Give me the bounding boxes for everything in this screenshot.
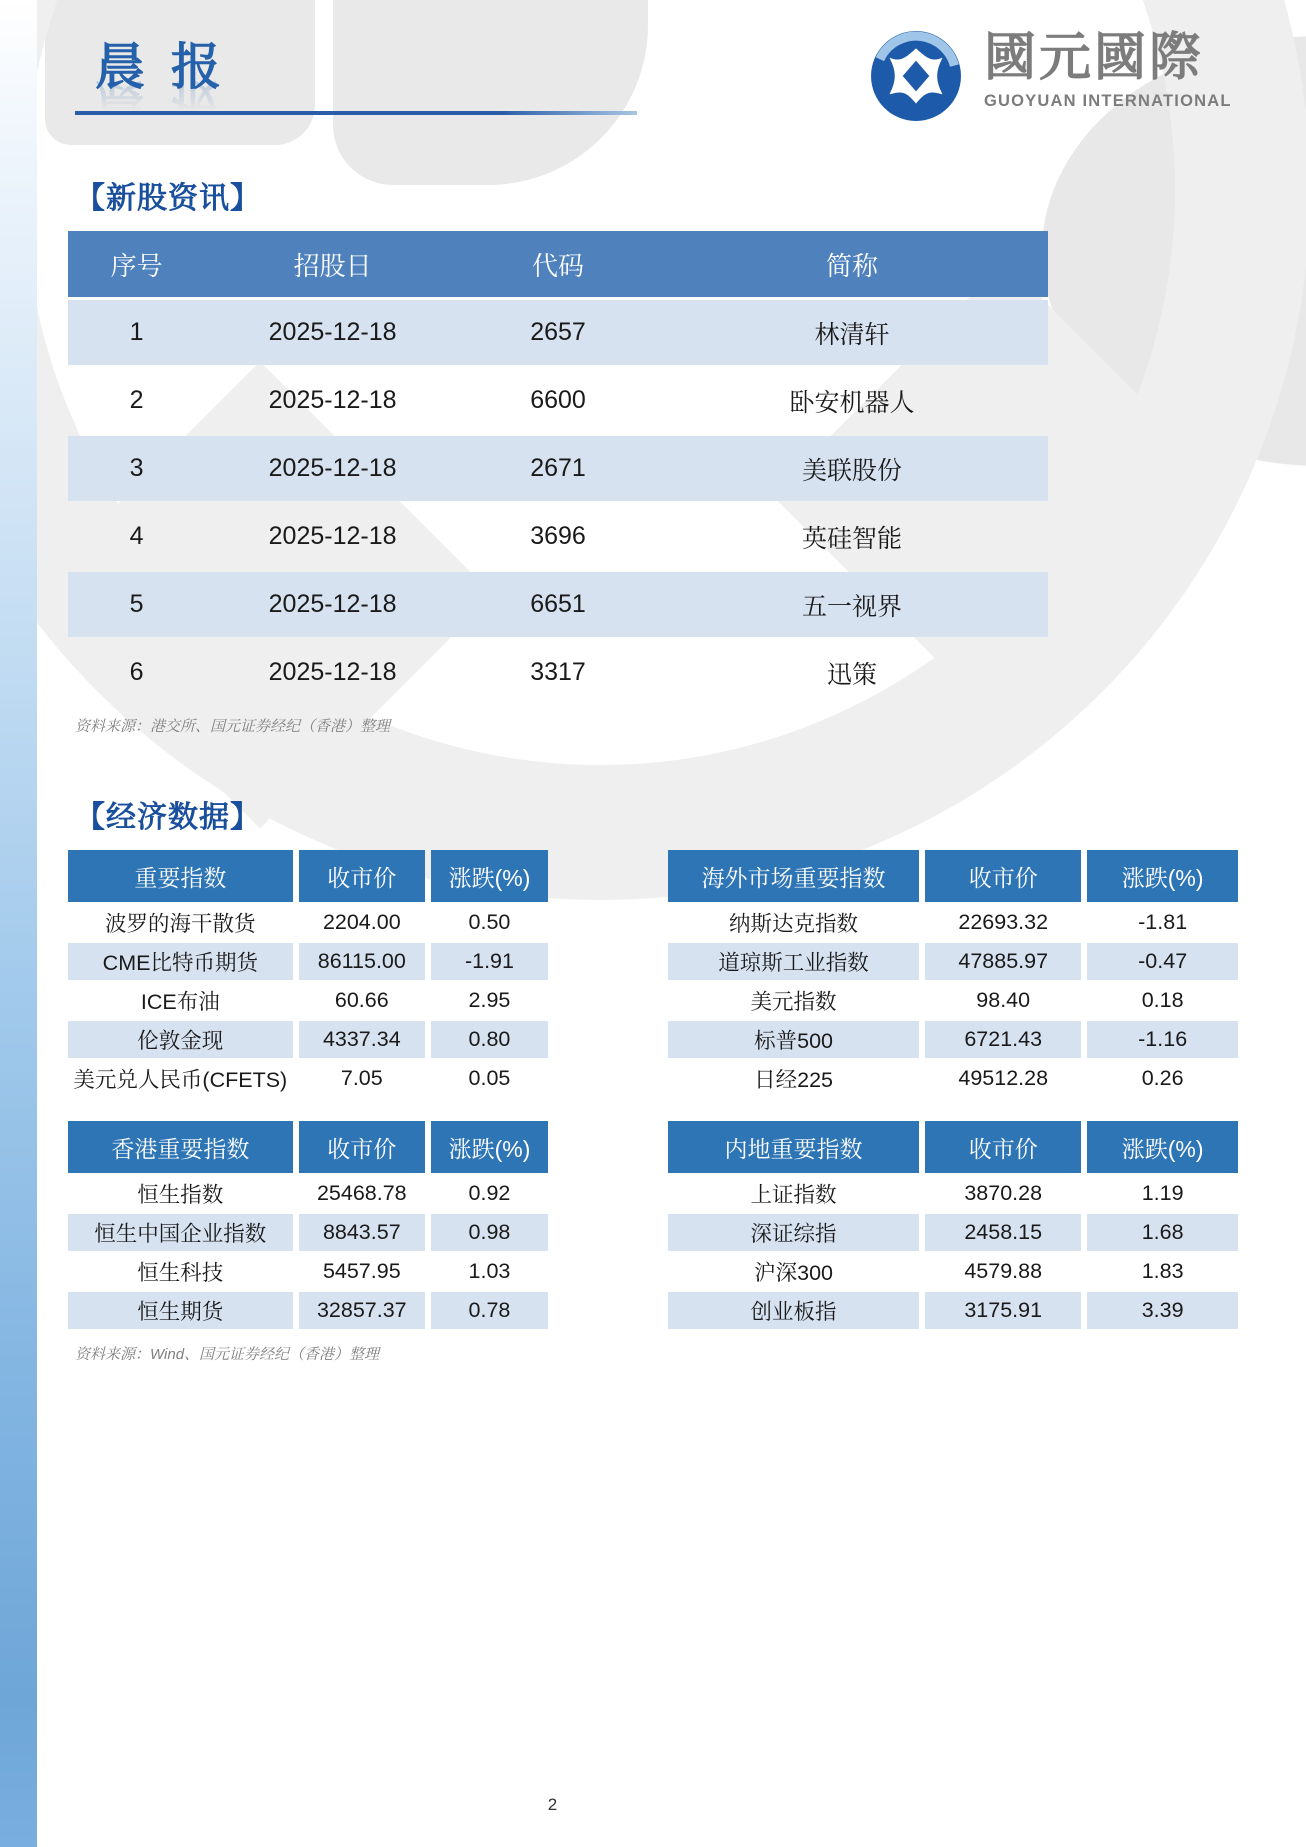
table-row — [68, 368, 1048, 433]
table-row — [68, 982, 548, 1019]
table-row — [68, 1253, 548, 1290]
table-cell: 2025-12-18 — [205, 436, 460, 501]
mainland-indices-table — [668, 1121, 1238, 1331]
table-cell: 2.95 — [468, 988, 511, 1012]
table-cell: ICE布油 — [140, 990, 220, 1014]
table-cell: -0.47 — [1087, 943, 1238, 980]
table-cell: 0.92 — [468, 1181, 511, 1205]
table-row — [68, 436, 1048, 501]
logo-text-cn: 國元國際 — [984, 29, 1205, 87]
table-row — [68, 1175, 548, 1212]
left-gradient-bar — [0, 0, 37, 1847]
table-cell: 英硅智能 — [801, 524, 902, 553]
table-row — [68, 640, 1048, 705]
major-indices-table — [68, 850, 548, 1099]
table-cell: 美元兑人民币(CFETS) — [73, 1068, 288, 1092]
column-header: 收市价 — [299, 1121, 425, 1173]
table-cell: 2025-12-18 — [205, 300, 460, 365]
table-cell: 0.26 — [1141, 1066, 1184, 1090]
table-cell: 4579.88 — [964, 1259, 1043, 1283]
table-cell: 0.05 — [468, 1066, 511, 1090]
table-cell: 恒生期货 — [68, 1292, 293, 1329]
table-cell: 98.40 — [976, 988, 1031, 1012]
table-row — [668, 943, 1238, 980]
table-cell: 纳斯达克指数 — [729, 912, 859, 936]
table-row — [68, 1021, 548, 1058]
table-cell: 2204.00 — [322, 910, 401, 934]
table-header-row — [68, 1121, 548, 1173]
table-cell: 深证综指 — [668, 1214, 919, 1251]
table-header-row — [68, 231, 1048, 297]
table-cell: 2025-12-18 — [268, 522, 397, 550]
column-header: 香港重要指数 — [68, 1121, 293, 1173]
table-cell: CME比特币期货 — [68, 943, 293, 980]
table-cell: 32857.37 — [299, 1292, 425, 1329]
table-cell: 2657 — [460, 300, 656, 365]
table-row — [68, 504, 1048, 569]
table-cell: 迅策 — [826, 660, 877, 689]
table-cell: 1.03 — [468, 1259, 511, 1283]
table-row — [68, 904, 548, 941]
table-cell: 2025-12-18 — [268, 386, 397, 414]
table-row — [68, 1060, 548, 1097]
table-cell: 美联股份 — [656, 436, 1048, 501]
table-header-row — [68, 850, 548, 902]
table-cell: 86115.00 — [299, 943, 425, 980]
column-header: 海外市场重要指数 — [668, 850, 919, 902]
table-cell: 1.68 — [1087, 1214, 1238, 1251]
economic-tables-grid — [68, 850, 1240, 1331]
table-cell: 3175.91 — [925, 1292, 1081, 1329]
source-note-economy: 资料来源：Wind、国元证券经纪（香港）整理 — [75, 1346, 380, 1363]
logo-text-en: GUOYUAN INTERNATIONAL — [984, 92, 1232, 111]
table-cell: 1.83 — [1141, 1259, 1184, 1283]
table-cell: 波罗的海干散货 — [105, 912, 256, 936]
column-header: 重要指数 — [68, 850, 293, 902]
page-title: 晨 报 — [95, 39, 227, 95]
table-row — [68, 1292, 548, 1329]
section-economic-data — [75, 792, 1240, 1364]
table-cell: 1 — [68, 300, 205, 365]
hongkong-indices-table — [68, 1121, 548, 1331]
table-cell: 0.98 — [431, 1214, 548, 1251]
page-number: 2 — [547, 1795, 558, 1814]
table-cell: 道琼斯工业指数 — [668, 943, 919, 980]
ipo-table — [68, 231, 1048, 705]
table-cell: 3870.28 — [964, 1181, 1043, 1205]
column-header: 内地重要指数 — [668, 1121, 919, 1173]
column-header: 简称 — [825, 250, 878, 281]
table-cell: 3317 — [530, 658, 586, 686]
table-cell: 2671 — [460, 436, 656, 501]
table-cell: 沪深300 — [754, 1261, 833, 1285]
table-cell: 林清轩 — [656, 300, 1048, 365]
table-cell: 恒生科技 — [137, 1261, 224, 1285]
table-cell: 2025-12-18 — [268, 658, 397, 686]
table-cell: 5 — [68, 572, 205, 637]
table-cell: -1.16 — [1087, 1021, 1238, 1058]
table-cell: 五一视界 — [656, 572, 1048, 637]
table-row — [668, 904, 1238, 941]
section-title-economy: 【经济数据】 — [75, 801, 261, 834]
table-cell: 4 — [129, 522, 144, 550]
table-row — [668, 1292, 1238, 1329]
column-header: 涨跌(%) — [1087, 850, 1238, 902]
table-cell: 49512.28 — [958, 1066, 1049, 1090]
table-row — [668, 982, 1238, 1019]
table-cell: 3 — [68, 436, 205, 501]
table-cell: 日经225 — [754, 1068, 833, 1092]
table-cell: 3696 — [530, 522, 586, 550]
table-cell: 6 — [129, 658, 144, 686]
column-header: 招股日 — [293, 250, 372, 281]
table-row — [68, 1214, 548, 1251]
table-cell: 0.80 — [431, 1021, 548, 1058]
table-cell: -1.81 — [1138, 910, 1188, 934]
table-cell: 8843.57 — [299, 1214, 425, 1251]
table-cell: 3.39 — [1087, 1292, 1238, 1329]
table-cell: 6600 — [530, 386, 586, 414]
table-cell: 0.18 — [1141, 988, 1184, 1012]
table-cell: 恒生指数 — [137, 1183, 224, 1207]
table-row — [668, 1175, 1238, 1212]
source-note-ipo: 资料来源：港交所、国元证券经纪（香港）整理 — [75, 718, 391, 735]
title-underline — [75, 111, 637, 115]
overseas-indices-table — [668, 850, 1238, 1099]
table-row — [668, 1253, 1238, 1290]
table-cell: 47885.97 — [925, 943, 1081, 980]
table-cell: 5457.95 — [322, 1259, 401, 1283]
section-title-ipo: 【新股资讯】 — [75, 182, 261, 215]
table-cell: -1.91 — [431, 943, 548, 980]
table-row — [668, 1021, 1238, 1058]
column-header: 序号 — [110, 250, 163, 281]
table-cell: 6651 — [460, 572, 656, 637]
table-cell: 22693.32 — [958, 910, 1049, 934]
table-cell: 2025-12-18 — [205, 572, 460, 637]
table-cell: 25468.78 — [316, 1181, 407, 1205]
table-cell: 6721.43 — [925, 1021, 1081, 1058]
table-cell: 恒生中国企业指数 — [68, 1214, 293, 1251]
column-header: 涨跌(%) — [431, 1121, 548, 1173]
table-header-row — [668, 1121, 1238, 1173]
column-header: 收市价 — [925, 850, 1081, 902]
table-cell: 上证指数 — [750, 1183, 837, 1207]
table-cell: 1.19 — [1141, 1181, 1184, 1205]
table-row — [668, 1214, 1238, 1251]
table-cell: 0.78 — [431, 1292, 548, 1329]
table-cell: 创业板指 — [668, 1292, 919, 1329]
column-header: 涨跌(%) — [1087, 1121, 1238, 1173]
table-row — [68, 300, 1048, 365]
table-cell: 标普500 — [668, 1021, 919, 1058]
table-cell: 2 — [129, 386, 144, 414]
table-cell: 卧安机器人 — [789, 388, 915, 417]
column-header: 收市价 — [925, 1121, 1081, 1173]
table-row — [68, 943, 548, 980]
table-cell: 2458.15 — [925, 1214, 1081, 1251]
table-cell: 伦敦金现 — [68, 1021, 293, 1058]
table-row — [668, 1060, 1238, 1097]
table-cell: 7.05 — [340, 1066, 383, 1090]
table-header-row — [668, 850, 1238, 902]
table-cell: 美元指数 — [750, 990, 837, 1014]
section-ipo-news — [75, 173, 1240, 736]
table-cell: 0.50 — [468, 910, 511, 934]
column-header: 代码 — [531, 250, 584, 281]
column-header: 涨跌(%) — [431, 850, 548, 902]
table-cell: 60.66 — [334, 988, 389, 1012]
table-row — [68, 572, 1048, 637]
table-cell: 4337.34 — [299, 1021, 425, 1058]
column-header: 收市价 — [299, 850, 425, 902]
